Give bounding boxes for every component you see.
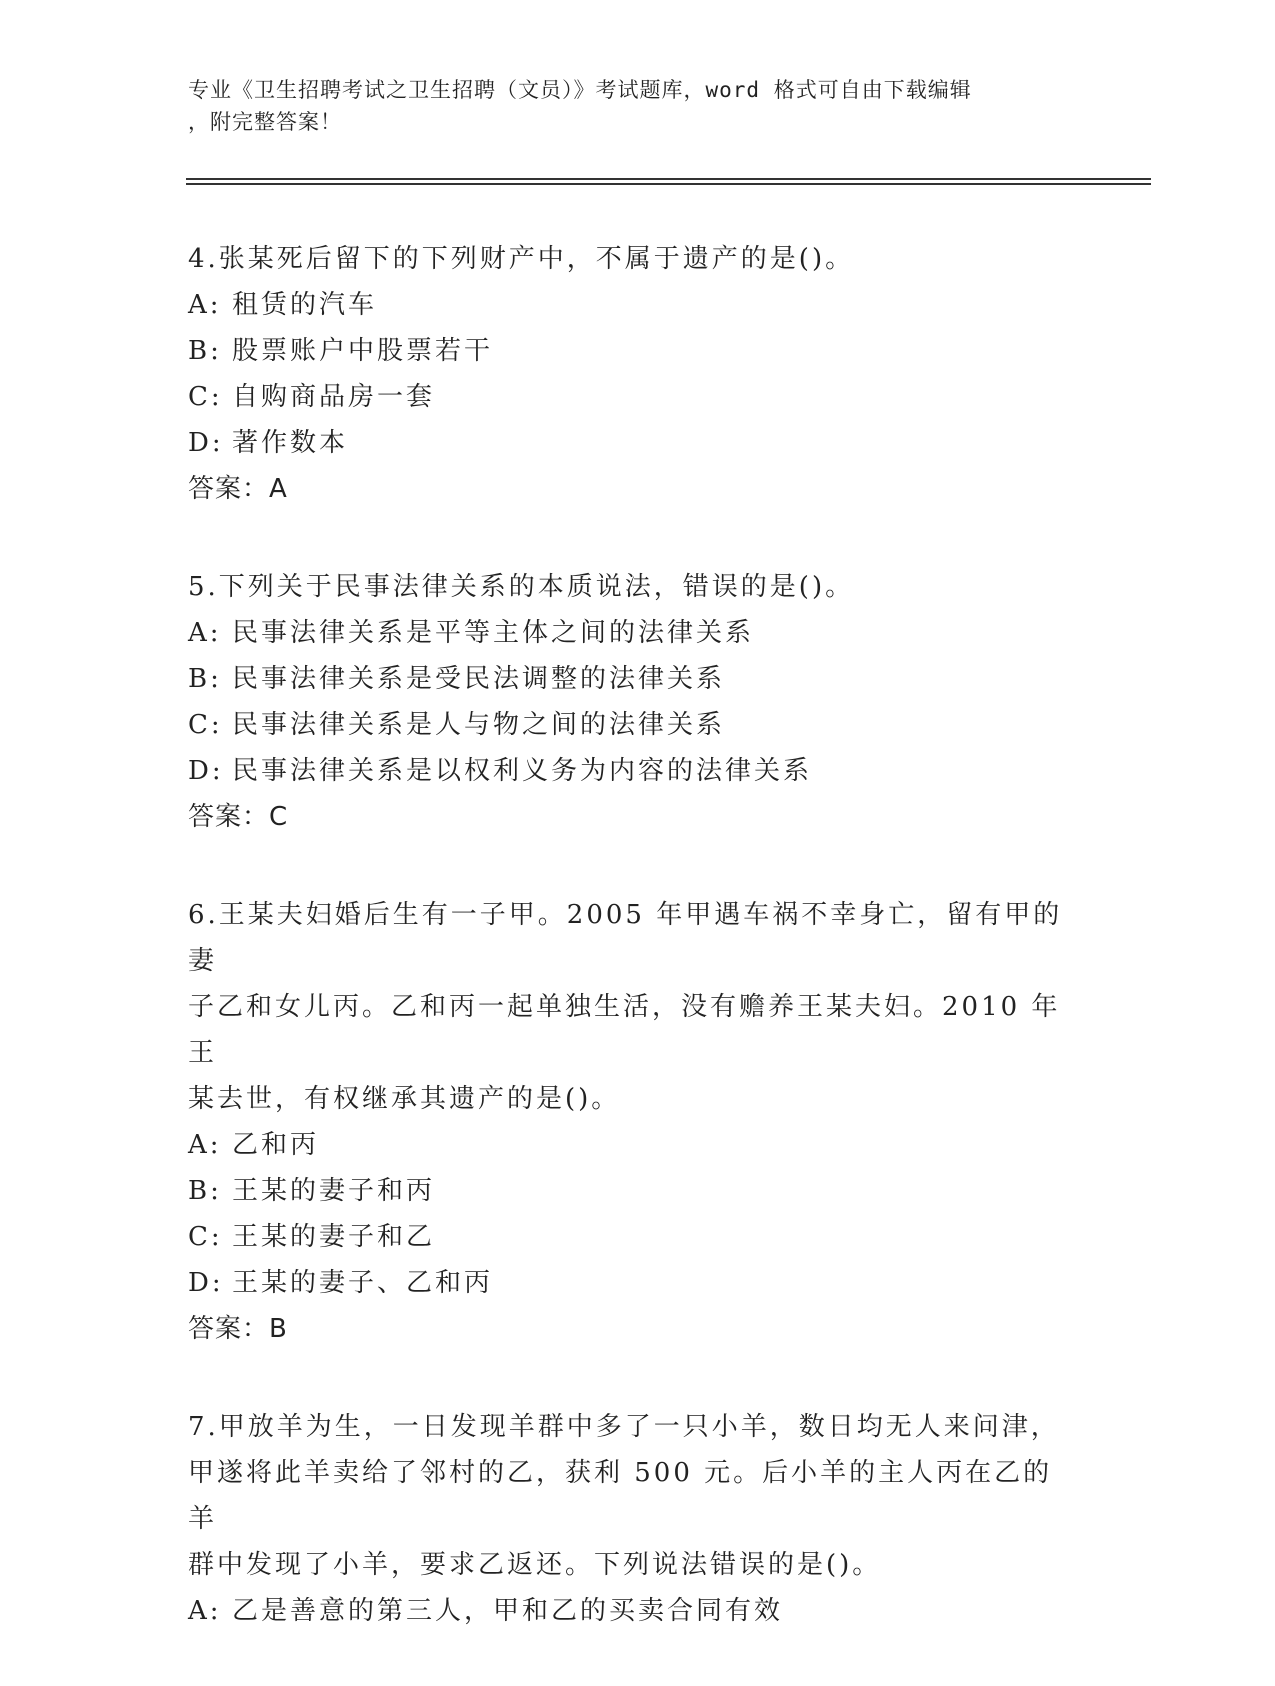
header-line-1: 专业《卫生招聘考试之卫生招聘（文员）》考试题库，word 格式可自由下载编辑	[188, 78, 972, 102]
option-label: D:	[188, 756, 224, 786]
option-c	[188, 1214, 1068, 1260]
option-text: 民事法律关系是平等主体之间的法律关系	[232, 618, 755, 648]
option-label: A:	[188, 1596, 222, 1626]
question-4	[188, 236, 1068, 512]
question-stem: 7.甲放羊为生，一日发现羊群中多了一只小羊，数日均无人来问津，	[188, 1412, 1060, 1442]
question-5	[188, 564, 1068, 840]
question-stem: 子乙和女儿丙。乙和丙一起单独生活，没有赡养王某夫妇。2010 年王	[188, 992, 1061, 1068]
option-text: 租赁的汽车	[232, 290, 378, 320]
option-text: 民事法律关系是人与物之间的法律关系	[232, 710, 726, 740]
question-stem: 某去世，有权继承其遗产的是()。	[188, 1084, 621, 1114]
option-label: B:	[188, 336, 222, 366]
option-a	[188, 1122, 1068, 1168]
option-b	[188, 328, 1068, 374]
option-label: D:	[188, 1268, 224, 1298]
option-b	[188, 1168, 1068, 1214]
option-a	[188, 282, 1068, 328]
question-stem: 4.张某死后留下的下列财产中，不属于遗产的是()。	[188, 244, 855, 274]
option-b	[188, 656, 1068, 702]
option-text: 王某的妻子和丙	[232, 1176, 436, 1206]
header-line-2: ，附完整答案！	[188, 110, 342, 134]
question-stem: 6.王某夫妇婚后生有一子甲。2005 年甲遇车祸不幸身亡，留有甲的妻	[188, 900, 1063, 976]
answer: 答案：C	[188, 802, 289, 832]
option-text: 著作数本	[232, 428, 349, 458]
question-stem: 甲遂将此羊卖给了邻村的乙，获利 500 元。后小羊的主人丙在乙的羊	[188, 1458, 1053, 1534]
option-label: A:	[188, 618, 222, 648]
question-6	[188, 892, 1068, 1352]
option-text: 王某的妻子、乙和丙	[232, 1268, 494, 1298]
option-text: 自购商品房一套	[232, 382, 436, 412]
header-divider-bottom	[186, 183, 1151, 185]
document-header	[188, 74, 1068, 138]
header-divider-top	[186, 178, 1151, 180]
option-label: A:	[188, 290, 222, 320]
option-a	[188, 610, 1068, 656]
option-text: 乙是善意的第三人，甲和乙的买卖合同有效	[232, 1596, 784, 1626]
option-label: A:	[188, 1130, 222, 1160]
answer: 答案：B	[188, 1314, 288, 1344]
option-text: 民事法律关系是受民法调整的法律关系	[232, 664, 726, 694]
option-text: 乙和丙	[232, 1130, 320, 1160]
option-text: 王某的妻子和乙	[232, 1222, 436, 1252]
option-label: B:	[188, 1176, 222, 1206]
option-c	[188, 374, 1068, 420]
option-a	[188, 1588, 1068, 1634]
question-stem: 群中发现了小羊，要求乙返还。下列说法错误的是()。	[188, 1550, 882, 1580]
option-c	[188, 702, 1068, 748]
question-list	[188, 236, 1068, 1686]
option-d	[188, 748, 1068, 794]
option-label: C:	[188, 710, 223, 740]
option-text: 民事法律关系是以权利义务为内容的法律关系	[232, 756, 813, 786]
option-text: 股票账户中股票若干	[232, 336, 494, 366]
question-7	[188, 1404, 1068, 1634]
option-label: C:	[188, 382, 223, 412]
option-d	[188, 1260, 1068, 1306]
option-label: D:	[188, 428, 224, 458]
answer: 答案：A	[188, 474, 288, 504]
question-stem: 5.下列关于民事法律关系的本质说法，错误的是()。	[188, 572, 855, 602]
option-label: C:	[188, 1222, 223, 1252]
option-d	[188, 420, 1068, 466]
option-label: B:	[188, 664, 222, 694]
